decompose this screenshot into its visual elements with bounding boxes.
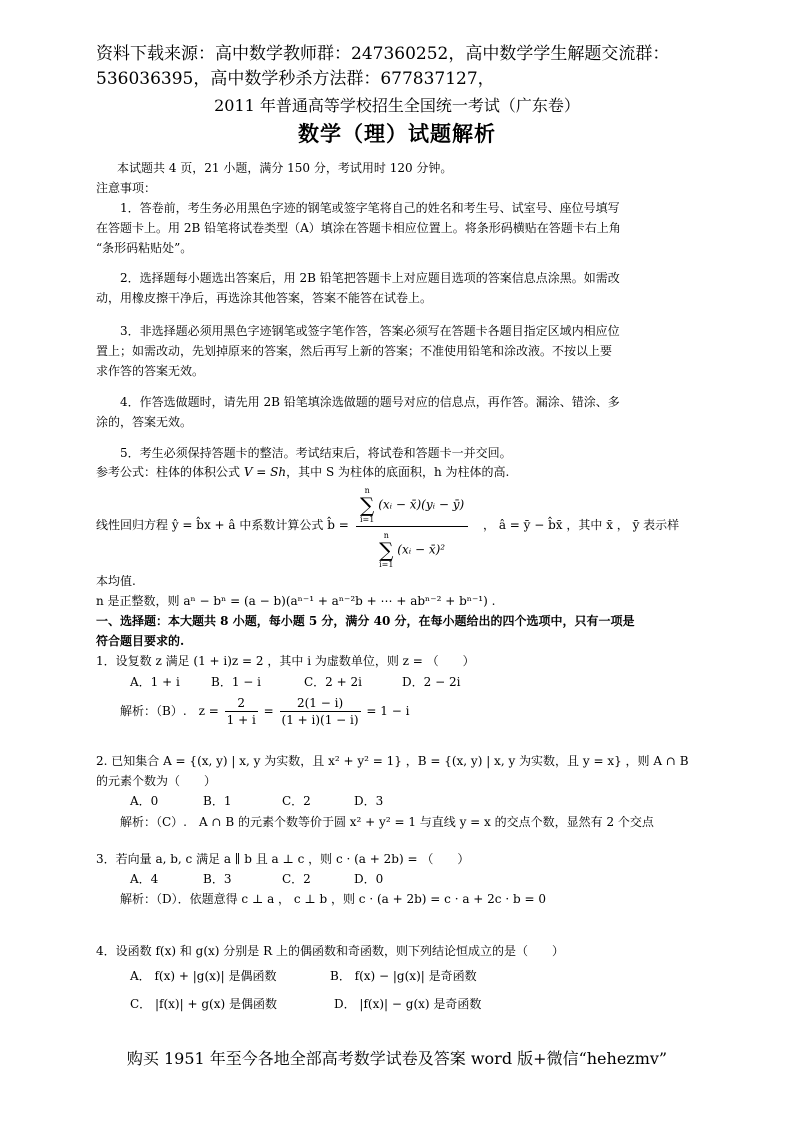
note-5-line-1: 5．考生必须保持答题卡的整洁。考试结束后，将试卷和答题卡一并交回。	[120, 446, 512, 460]
fraction-denominator: 1 + i	[226, 713, 256, 727]
sum-upper-limit: n	[383, 531, 389, 540]
question-2-option-a: A．0	[130, 794, 159, 808]
note-2-line-1: 2．选择题每小题选出答案后，用 2B 铅笔把答题卡上对应题目选项的答案信息点涂黑。如需改	[120, 271, 620, 285]
question-4-option-c: C． |f(x)| + g(x) 是偶函数	[130, 997, 277, 1011]
denominator-expression: (xᵢ − x̄)²	[397, 542, 446, 557]
question-4-stem: 4．设函数 f(x) 和 g(x) 分别是 R 上的偶函数和奇函数，则下列结论恒成立的是（ ）	[96, 944, 564, 958]
question-2-option-b: B．1	[203, 794, 232, 808]
prism-formula: V = Sh	[243, 465, 287, 479]
regression-prefix: 线性回归方程 ŷ = b̂x + â 中系数计算公式 b̂ =	[96, 518, 349, 532]
question-4-option-b: B． f(x) − |g(x)| 是奇函数	[330, 969, 477, 983]
section-1-heading-line-2: 符合题目要求的.	[96, 634, 185, 648]
exam-title: 2011 年普通高等学校招生全国统一考试（广东卷）	[214, 96, 580, 115]
question-3-solution: 解析：（D）．依题意得 c ⊥ a ， c ⊥ b ，则 c · (a + 2b) = c · a + 2c · b = 0	[120, 892, 546, 906]
fraction-denominator	[356, 527, 468, 569]
fraction	[280, 695, 361, 728]
question-3-option-b: B．3	[203, 872, 232, 886]
prism-formula-prefix: 参考公式：柱体的体积公式	[96, 465, 244, 479]
question-1-option-b: B．1 − i	[211, 675, 261, 689]
question-2-stem-line-2: 的元素个数为（ ）	[96, 774, 217, 788]
question-2-option-d: D．3	[354, 794, 384, 808]
prism-formula-line	[96, 462, 509, 482]
regression-coefficient-fraction	[356, 486, 468, 569]
equals-sign: =	[263, 704, 274, 718]
question-4-option-a: A． f(x) + |g(x)| 是偶函数	[130, 969, 277, 983]
note-4-line-1: 4．作答选做题时，请先用 2B 铅笔填涂选做题的题号对应的信息点，再作答。漏涂、错涂、多	[120, 395, 620, 409]
sum-symbol: ∑	[379, 538, 394, 562]
numerator-expression: (xᵢ − x̄)(yᵢ − ȳ)	[378, 497, 465, 512]
page-footer: 购买 1951 年至今各地全部高考数学试卷及答案 word 版+微信“hehezmv”	[126, 1049, 668, 1068]
note-3-line-1: 3．非选择题必须用黑色字迹钢笔或签字笔作答，答案必须写在答题卡各题目指定区域内相应位	[120, 324, 620, 338]
question-1-option-a: A．1 + i	[130, 675, 180, 689]
sum-upper-limit: n	[364, 486, 370, 495]
solution-result: = 1 − i	[366, 704, 410, 718]
question-2-solution: 解析：（C）. A ∩ B 的元素个数等价于圆 x² + y² = 1 与直线 y = x 的交点个数，显然有 2 个交点	[120, 815, 654, 829]
question-1-stem: 1．设复数 z 满足 (1 + i)z = 2 ，其中 i 为虚数单位，则 z = （ ）	[96, 654, 475, 668]
question-3-stem: 3．若向量 a, b, c 满足 a ∥ b 且 a ⊥ c ，则 c · (a + 2b) = （ ）	[96, 852, 470, 866]
note-3-line-2: 置上；如需改动，先划掉原来的答案，然后再写上新的答案；不准使用铅笔和涂改液。不按以上要	[96, 344, 613, 358]
fraction-numerator: 2	[225, 695, 258, 712]
sample-mean-tail: 本均值.	[96, 574, 136, 588]
note-1-line-1: 1．答卷前，考生务必用黑色字迹的钢笔或签字笔将自己的姓名和考生号、试室号、座位号填写	[120, 201, 620, 215]
power-identity: n 是正整数，则 aⁿ − bⁿ = (a − b)(aⁿ⁻¹ + aⁿ⁻²b + ⋯ + abⁿ⁻² + bⁿ⁻¹) .	[96, 594, 496, 608]
solution-prefix: 解析：（B）. z =	[120, 704, 219, 718]
note-1-line-2: 在答题卡上。用 2B 铅笔将试卷类型（A）填涂在答题卡相应位置上。将条形码横贴在答题卡右上角	[96, 221, 621, 235]
sum-symbol: ∑	[360, 493, 375, 517]
fraction-numerator	[356, 486, 468, 527]
header-line-2: 536036395，高中数学秒杀方法群：677837127，	[96, 69, 495, 89]
fraction-denominator: (1 + i)(1 − i)	[281, 713, 359, 727]
fraction	[225, 695, 258, 728]
question-3-option-d: D．0	[354, 872, 384, 886]
question-1-solution	[120, 695, 409, 728]
question-3-option-a: A．4	[130, 872, 159, 886]
note-2-line-2: 动，用橡皮擦干净后，再选涂其他答案，答案不能答在试卷上。	[96, 291, 433, 305]
exam-info: 本试题共 4 页，21 小题，满分 150 分，考试用时 120 分钟。	[117, 161, 453, 175]
header-line-1: 资料下载来源：高中数学教师群：247360252，高中数学学生解题交流群：	[96, 44, 670, 64]
question-3-option-c: C．2	[282, 872, 311, 886]
section-1-heading-line-1: 一、选择题：本大题共 8 小题，每小题 5 分，满分 40 分，在每小题给出的四个选项中，只有一项是	[96, 614, 635, 628]
sum-lower-limit: i=1	[379, 560, 394, 569]
sum-lower-limit: i=1	[360, 515, 375, 524]
regression-suffix: ， â = ȳ − b̂x̄ ，其中 x̄ ， ȳ 表示样	[483, 518, 680, 532]
paper-title: 数学（理）试题解析	[298, 121, 496, 146]
question-1-option-c: C．2 + 2i	[304, 675, 362, 689]
note-3-line-3: 求作答的答案无效。	[96, 364, 205, 378]
notice-heading: 注意事项：	[96, 181, 157, 195]
prism-formula-suffix: ，其中 S 为柱体的底面积，h 为柱体的高.	[286, 465, 510, 479]
note-4-line-2: 涂的，答案无效。	[96, 415, 193, 429]
fraction-numerator: 2(1 − i)	[280, 695, 361, 712]
question-4-option-d: D． |f(x)| − g(x) 是奇函数	[334, 997, 482, 1011]
question-1-option-d: D．2 − 2i	[402, 675, 461, 689]
question-2-stem: 2. 已知集合 A = {(x, y) | x, y 为实数，且 x² + y² = 1} ，B = {(x, y) | x, y 为实数，且 y = x} ，则 A ∩ B	[96, 754, 689, 768]
note-1-line-3: “条形码粘贴处”。	[96, 241, 193, 255]
question-2-option-c: C．2	[282, 794, 311, 808]
